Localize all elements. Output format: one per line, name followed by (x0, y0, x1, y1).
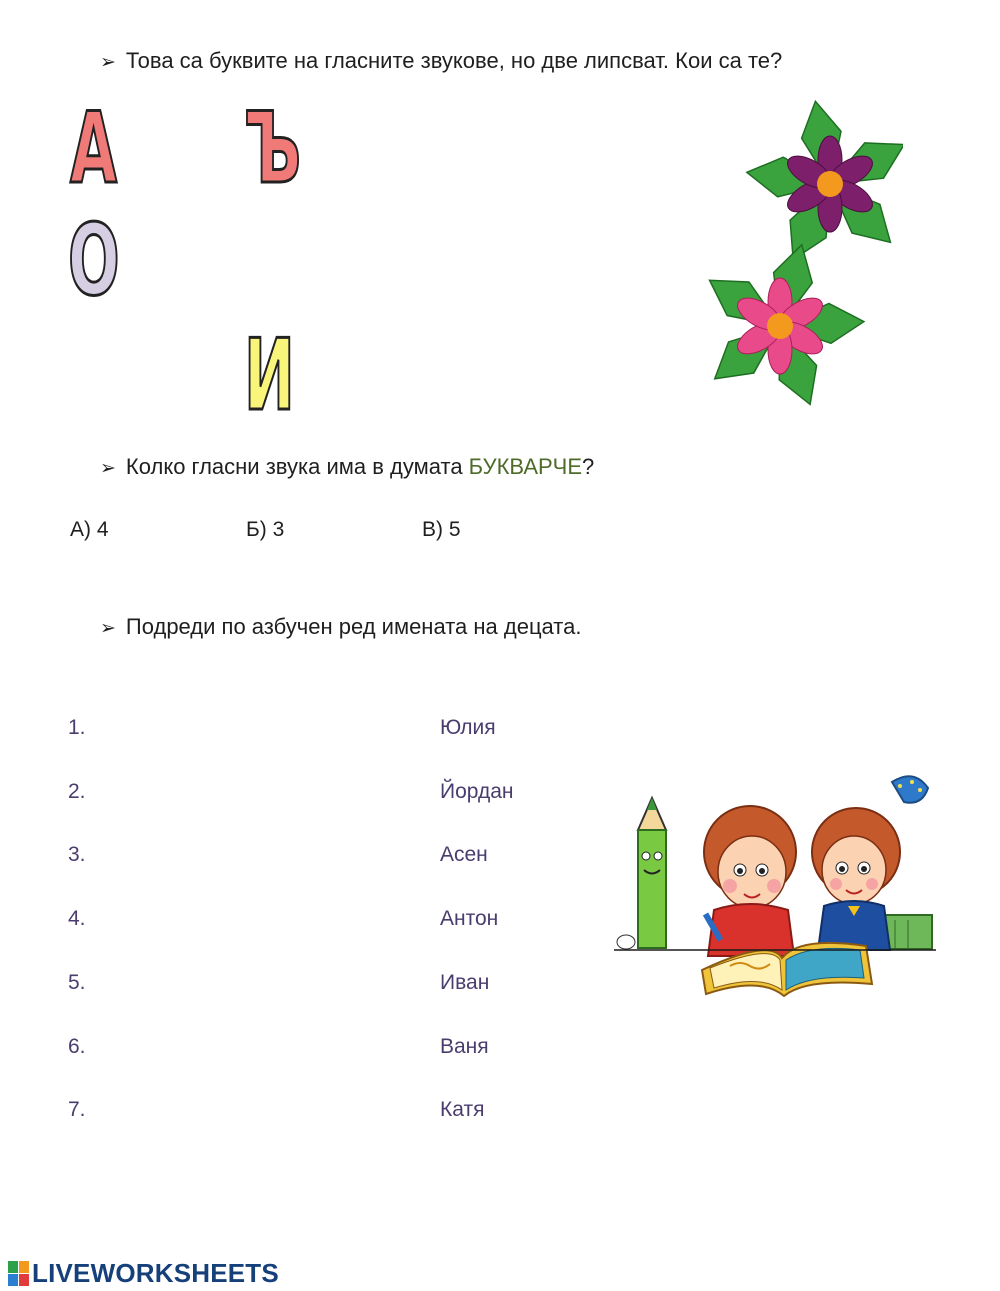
pencil-character (617, 798, 666, 949)
list-number: 3. (68, 843, 86, 866)
answer-option-c[interactable]: В) 5 (422, 518, 461, 541)
list-number: 5. (68, 971, 86, 994)
question-3 (100, 614, 581, 640)
question-1-text: Това са буквите на гласните звукове, но две липсват. Кои са те? (125, 48, 783, 73)
list-number: 7. (68, 1098, 86, 1121)
list-number: 4. (68, 907, 86, 930)
list-number: 2. (68, 780, 86, 803)
answer-option-a[interactable]: А) 4 (70, 518, 109, 541)
arrow-bullet-icon: ➢ (100, 458, 116, 479)
child-name[interactable]: Антон (440, 907, 499, 930)
child-name[interactable]: Юлия (440, 716, 496, 739)
child-name[interactable]: Йордан (440, 780, 514, 803)
letter-o: О (68, 204, 120, 318)
letter-i: И (244, 319, 295, 433)
child-name[interactable]: Катя (440, 1098, 485, 1121)
question-3-text: Подреди по азбучен ред имената на децата. (125, 614, 582, 639)
liveworksheets-logo-icon (8, 1261, 30, 1287)
question-1 (100, 48, 782, 74)
child-name[interactable]: Ваня (440, 1035, 489, 1058)
flowers-illustration (688, 98, 903, 420)
arrow-bullet-icon: ➢ (100, 52, 116, 73)
child-name[interactable]: Иван (440, 971, 490, 994)
children-reading-illustration (610, 770, 940, 1005)
list-number: 6. (68, 1035, 86, 1058)
answer-option-b[interactable]: Б) 3 (246, 518, 285, 541)
liveworksheets-brand[interactable] (8, 1258, 279, 1289)
list-number: 1. (68, 716, 86, 739)
boy-character (703, 806, 796, 956)
question-2: ➢ Колко гласни звука има в думата БУКВАРЧЕ? (100, 454, 595, 479)
flower-top (744, 98, 903, 268)
letter-hard-sign: Ъ (244, 92, 302, 206)
arrow-bullet-icon: ➢ (100, 618, 116, 639)
flower-bottom (699, 240, 865, 412)
keyword-bukvarche: БУКВАРЧЕ (468, 454, 583, 479)
letter-a: А (70, 92, 118, 206)
child-name[interactable]: Асен (440, 843, 488, 866)
brand-text: LIVEWORKSHEETS (32, 1258, 279, 1288)
